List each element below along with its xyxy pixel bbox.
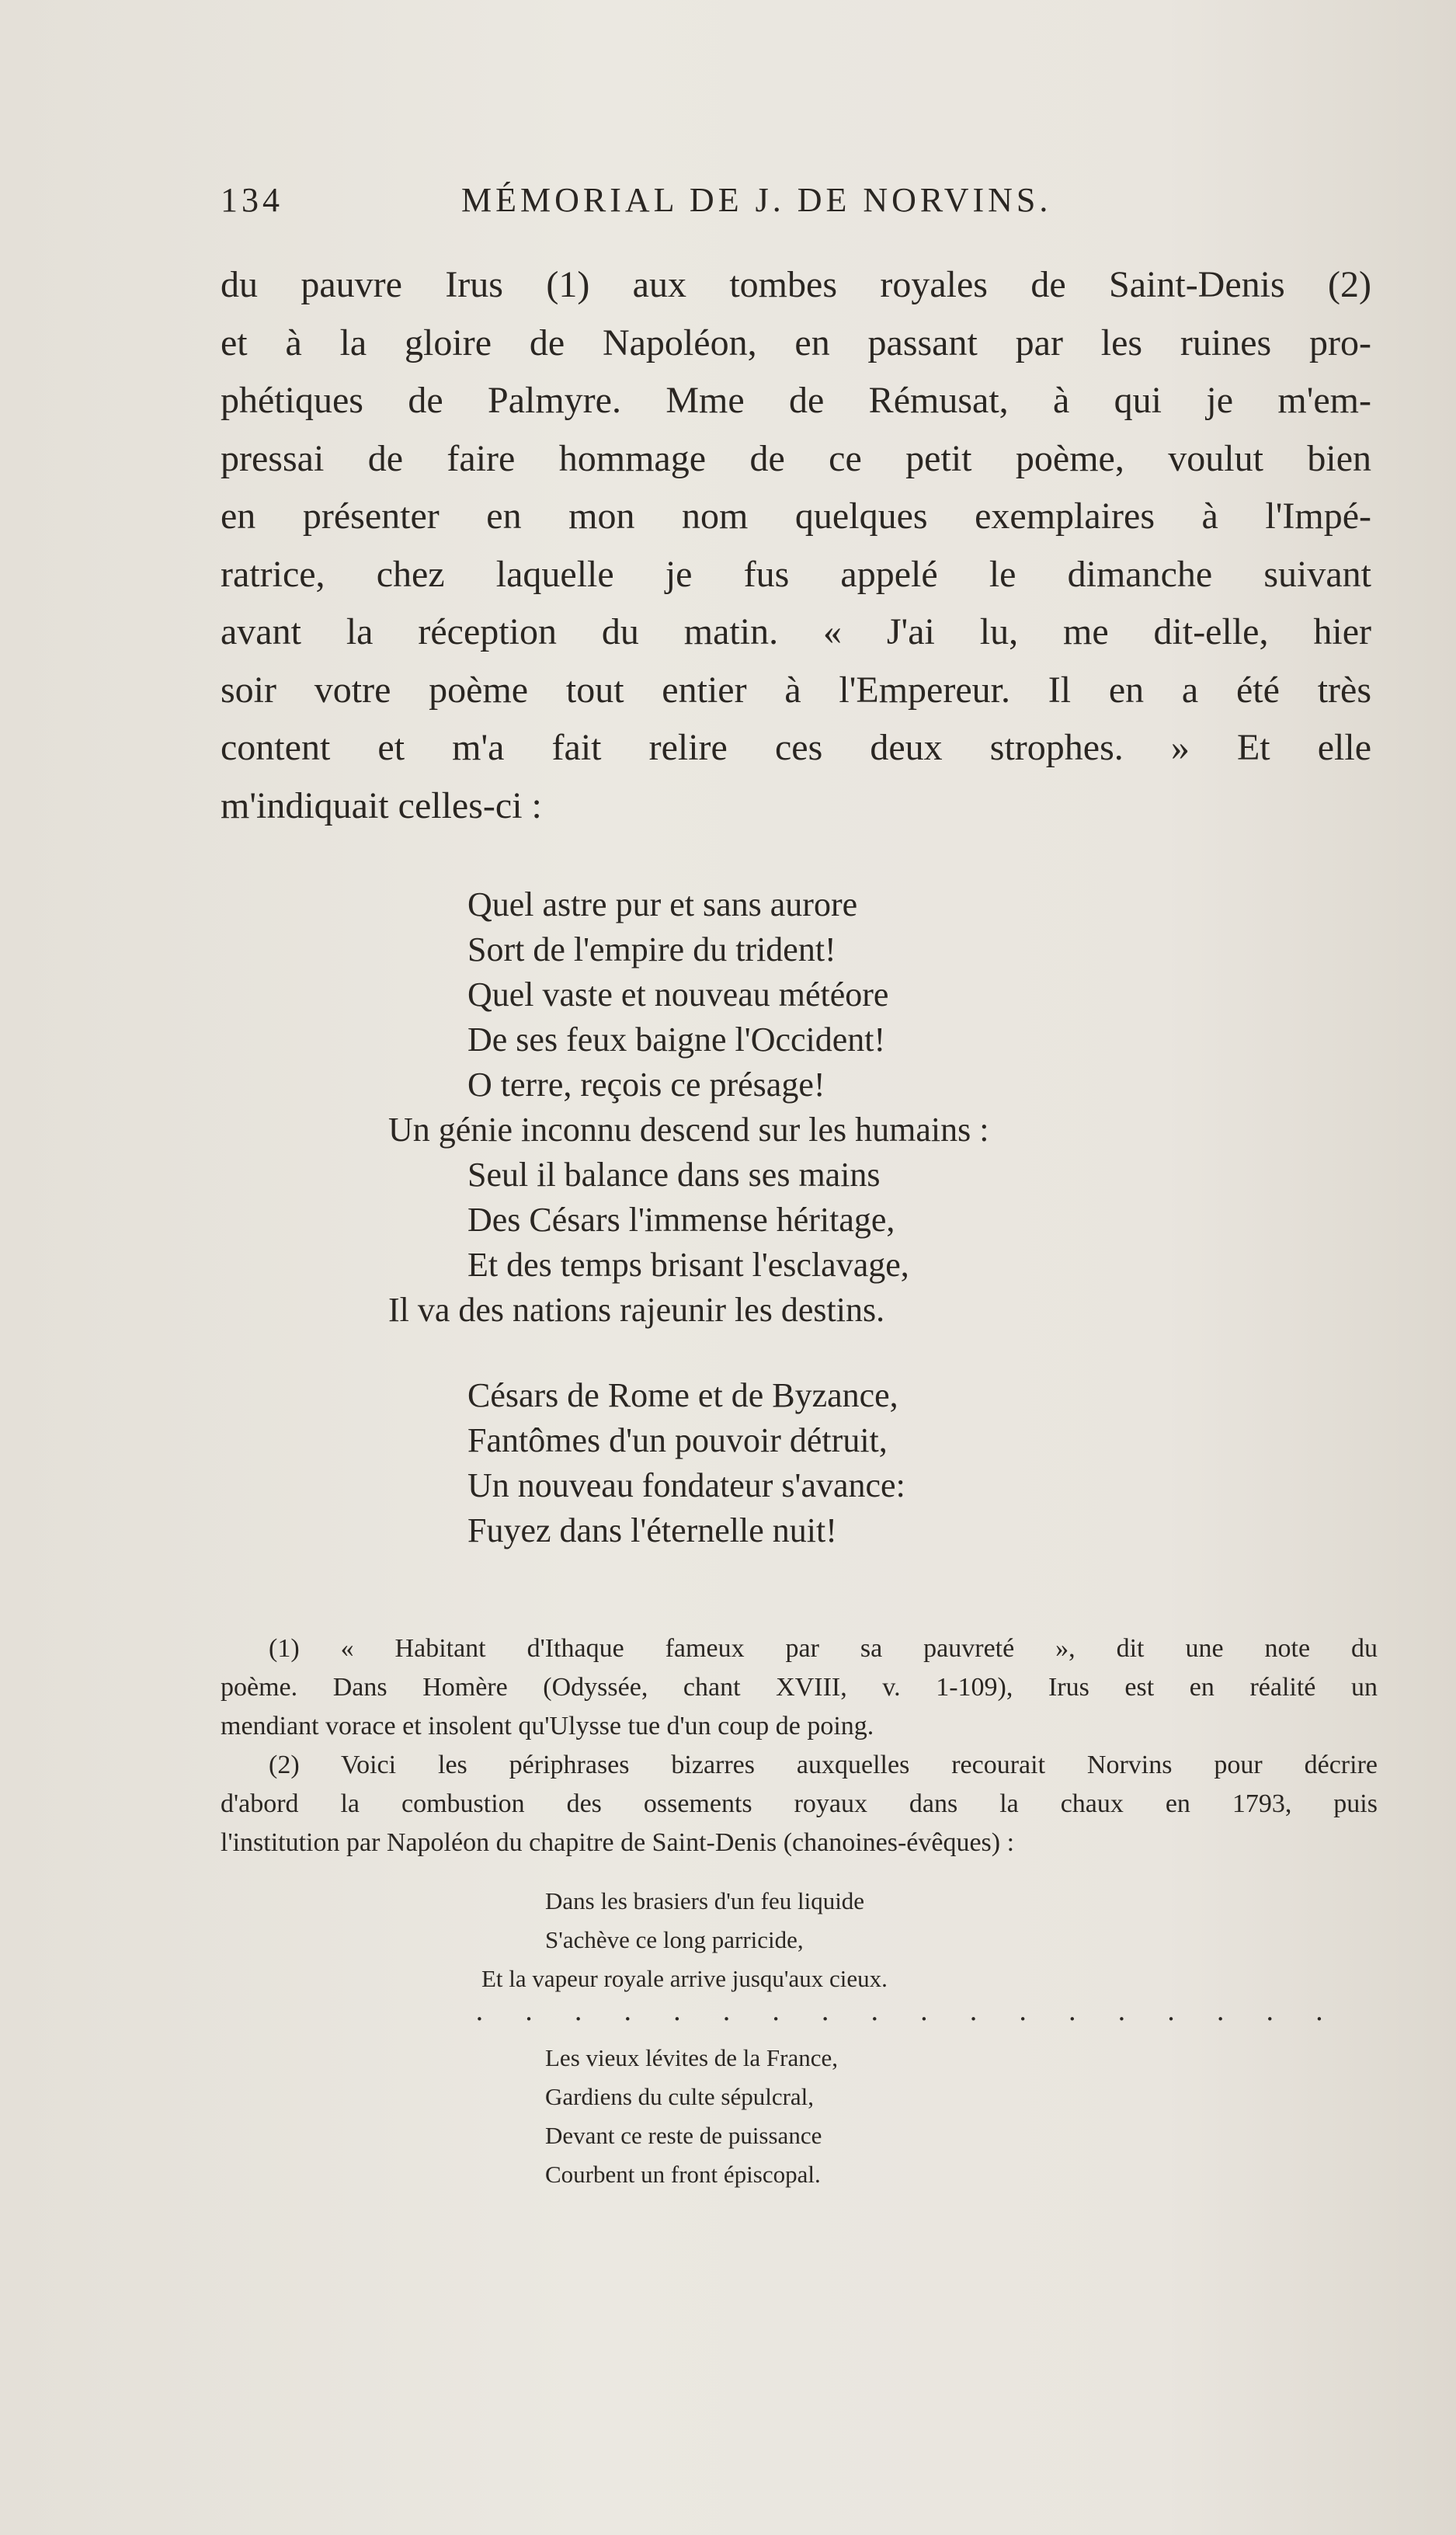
verse-line: Sort de l'empire du trident! bbox=[467, 930, 836, 968]
verse-line: Fantômes d'un pouvoir détruit, bbox=[467, 1421, 888, 1459]
text-line: phétiques de Palmyre. Mme de Rémusat, à qui je m'em- bbox=[221, 380, 1371, 421]
verse-line: Un génie inconnu descend sur les humains : bbox=[388, 1111, 989, 1149]
ellipsis-line: . . . . . . . . . . . . . . . . . . bbox=[475, 1996, 1340, 2027]
verse-line: Il va des nations rajeunir les destins. bbox=[388, 1291, 885, 1329]
verse-line: Seul il balance dans ses mains bbox=[467, 1156, 881, 1194]
text-line: avant la réception du matin. « J'ai lu, me dit-elle, hier bbox=[221, 611, 1371, 652]
page-header bbox=[221, 180, 1378, 235]
running-title: MÉMORIAL DE J. DE NORVINS. bbox=[461, 181, 1052, 219]
page-number: 134 bbox=[221, 181, 283, 219]
footnote-verse: Dans les brasiers d'un feu liquide bbox=[545, 1887, 865, 1914]
verse-line: Césars de Rome et de Byzance, bbox=[467, 1376, 898, 1414]
text-line: ratrice, chez laquelle je fus appelé le dimanche suivant bbox=[221, 553, 1371, 595]
footnote-verse: Devant ce reste de puissance bbox=[545, 2122, 822, 2149]
verse-line: Quel astre pur et sans aurore bbox=[467, 885, 858, 923]
text-line: pressai de faire hommage de ce petit poème, voulut bien bbox=[221, 437, 1371, 479]
footnote-2-line: (2) Voici les périphrases bizarres auxquelles recourait Norvins pour décrire bbox=[269, 1751, 1378, 1779]
footnote-1-line: poème. Dans Homère (Odyssée, chant XVIII, v. 1-109), Irus est en réalité un bbox=[221, 1673, 1378, 1702]
text-line: m'indiquait celles-ci : bbox=[221, 784, 542, 826]
verse-line: O terre, reçois ce présage! bbox=[467, 1066, 825, 1104]
footnote-1-line: (1) « Habitant d'Ithaque fameux par sa pauvreté », dit une note du bbox=[269, 1634, 1378, 1663]
footnote-2-line: d'abord la combustion des ossements royaux dans la chaux en 1793, puis bbox=[221, 1789, 1378, 1818]
verse-line: Un nouveau fondateur s'avance: bbox=[467, 1466, 905, 1504]
text-line: content et m'a fait relire ces deux strophes. » Et elle bbox=[221, 727, 1371, 768]
verse-line: Fuyez dans l'éternelle nuit! bbox=[467, 1511, 837, 1549]
footnote-2-line: l'institution par Napoléon du chapitre de Saint-Denis (chanoines-évêques) : bbox=[221, 1828, 1015, 1857]
verse-line: Quel vaste et nouveau météore bbox=[467, 975, 889, 1014]
text-line: et à la gloire de Napoléon, en passant par les ruines pro- bbox=[221, 322, 1371, 363]
verse-line: De ses feux baigne l'Occident! bbox=[467, 1021, 886, 1059]
footnote-verse: Les vieux lévites de la France, bbox=[545, 2044, 839, 2071]
footnote-1-line: mendiant vorace et insolent qu'Ulysse tue d'un coup de poing. bbox=[221, 1712, 874, 1740]
text-line: soir votre poème tout entier à l'Empereur. Il en a été très bbox=[221, 669, 1371, 711]
footnote-verse: S'achève ce long parricide, bbox=[545, 1926, 804, 1953]
text-line: en présenter en mon nom quelques exemplaires à l'Impé- bbox=[221, 496, 1371, 537]
verse-line: Et des temps brisant l'esclavage, bbox=[467, 1246, 909, 1284]
footnotes bbox=[221, 1629, 1378, 1862]
verse-line: Des Césars l'immense héritage, bbox=[467, 1201, 895, 1239]
footnote-verse: Gardiens du culte sépulcral, bbox=[545, 2083, 815, 2110]
footnote-verse: Courbent un front épiscopal. bbox=[545, 2161, 821, 2188]
main-paragraph bbox=[221, 256, 1371, 835]
text-line: du pauvre Irus (1) aux tombes royales de Saint-Denis (2) bbox=[221, 264, 1371, 305]
footnote-verse: Et la vapeur royale arrive jusqu'aux cieux. bbox=[481, 1965, 888, 1992]
